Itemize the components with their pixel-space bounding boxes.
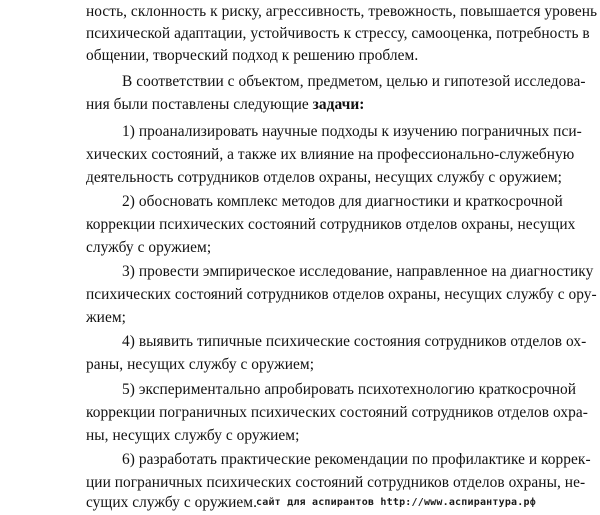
list-item-text: хических состояний, а также их влияние на профессионально-служебную <box>86 146 575 163</box>
text-line: В соответствии с объектом, предметом, целью и гипотезой исследова- <box>122 73 586 90</box>
text-line: общении, творческий подход к решению проблем. <box>86 47 419 64</box>
text-line-tasks-heading <box>86 95 558 115</box>
list-item-text: раны, несущих службу с оружием; <box>86 356 315 373</box>
list-item-text: деятельность сотрудников отделов охраны, несущих службу с оружием; <box>86 169 562 186</box>
list-item-text: психических состояний сотрудников отделов охраны, несущих службу с ору- <box>86 286 597 303</box>
list-item-text: жием; <box>86 309 126 326</box>
text-segment: ния были поставлены следующие <box>86 96 313 113</box>
list-item-text: 1) проанализировать научные подходы к изучению пограничных пси- <box>122 123 582 140</box>
list-item-text: 6) разработать практические рекомендации по профилактике и коррек- <box>122 451 591 468</box>
list-item-text: ции пограничных психических состояний сотрудников отделов охраны, не- <box>86 474 586 491</box>
list-item-text: коррекции пограничных психических состояний сотрудников отделов охра- <box>86 404 588 421</box>
list-item-text: службу с оружием; <box>86 239 212 256</box>
list-item-text: сущих службу с оружием. <box>86 494 257 511</box>
list-item-text: 4) выявить типичные психические состояния сотрудников отделов ох- <box>122 333 587 350</box>
list-item-text: 3) провести эмпирическое исследование, направленное на диагностику <box>122 263 594 280</box>
text-line: психической адаптации, устойчивость к стрессу, самооценка, потребность в <box>86 25 590 42</box>
list-item-text: коррекции психических состояний сотрудников отделов охраны, несущих <box>86 216 576 233</box>
text-line: ность, склонность к риску, агрессивность, тревожность, повышается уровень <box>86 3 598 20</box>
list-item-text: 5) экспериментально апробировать психотехнологию краткосрочной <box>122 381 577 398</box>
tasks-label: задачи: <box>312 96 365 113</box>
watermark-text: сайт для аспирантов http://www.аспирантура.рф <box>256 497 536 508</box>
list-item-text: ны, несущих службу с оружием; <box>86 427 300 444</box>
list-item-text: 2) обосновать комплекс методов для диагностики и краткосрочной <box>122 193 563 210</box>
